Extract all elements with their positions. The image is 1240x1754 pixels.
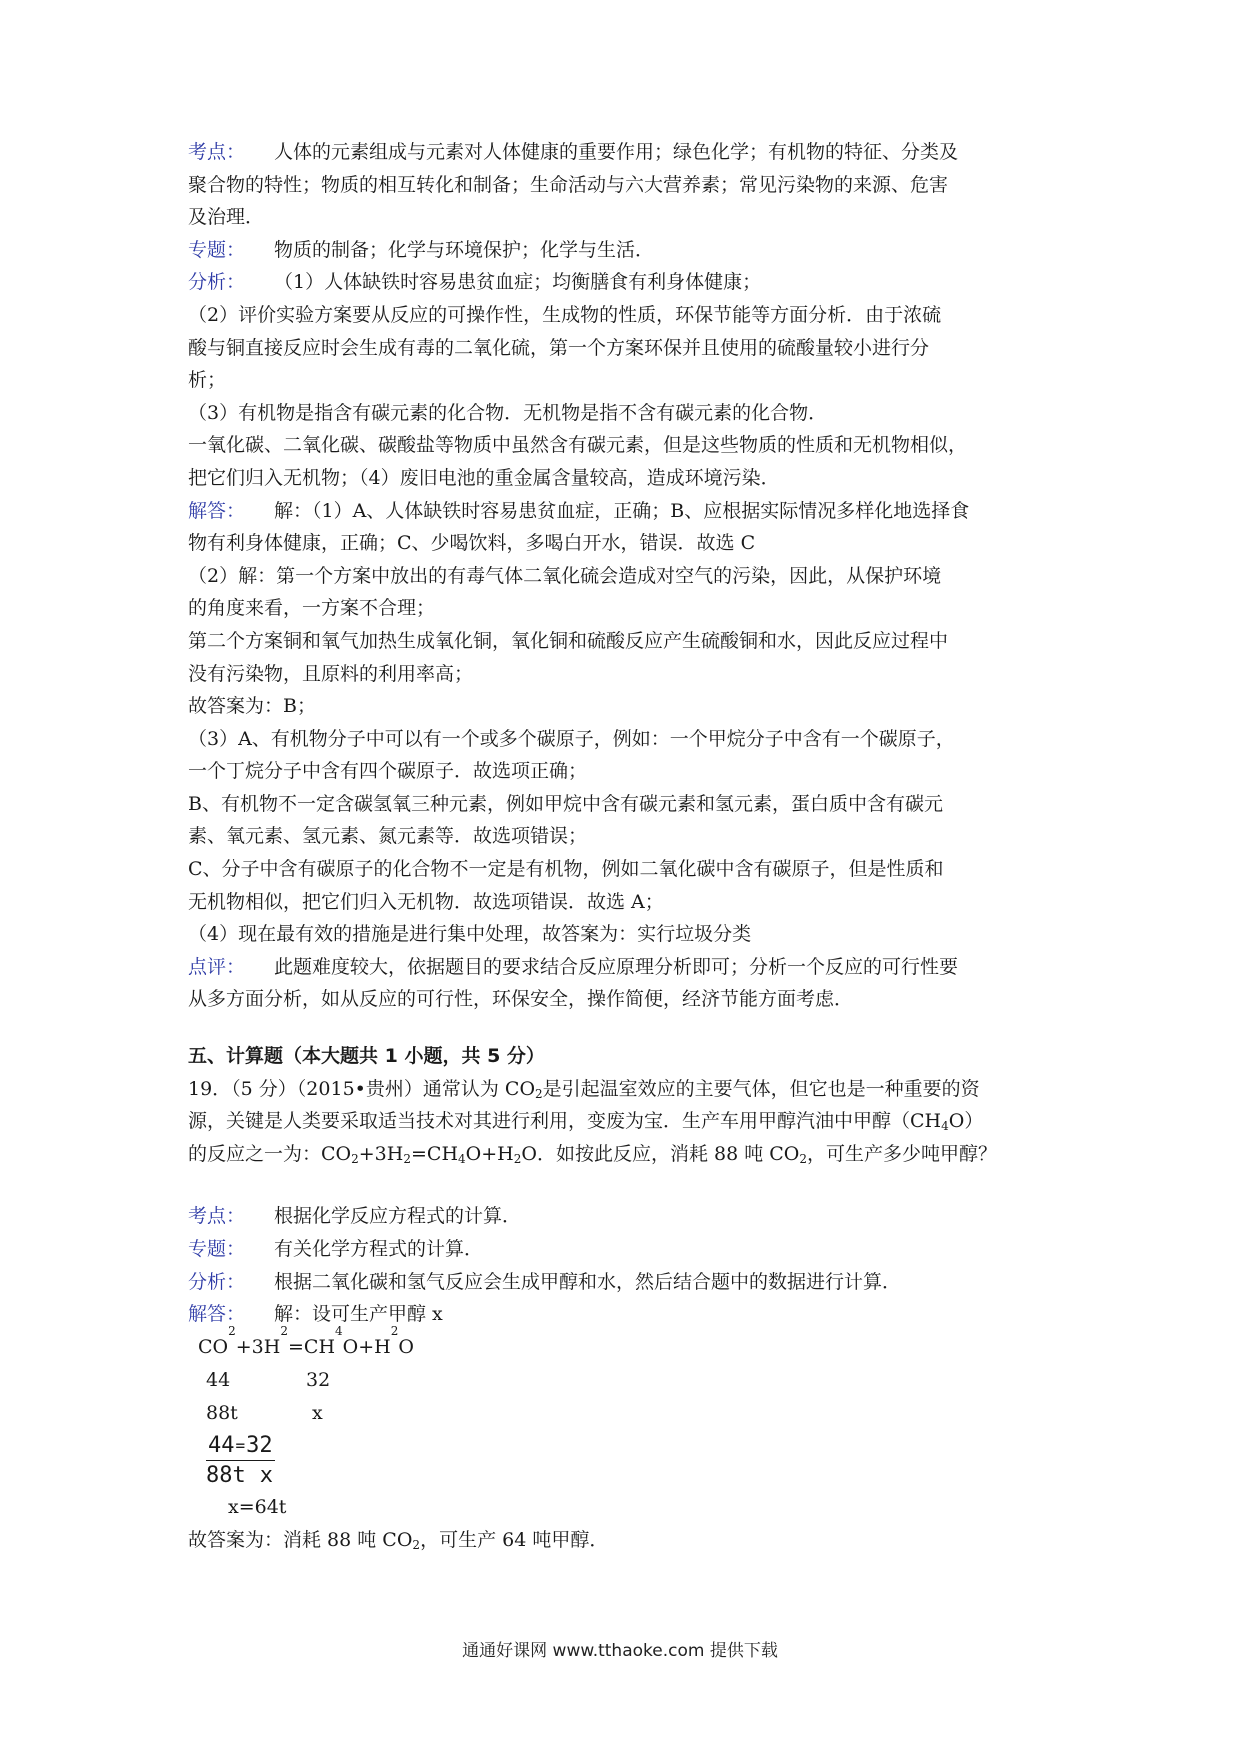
question-text: 源，关键是人类要采取适当技术对其进行利用，变废为宝．生产车用甲醇汽油中甲醇（CH [188, 1110, 942, 1133]
molar-mass-ch4o: 32 [306, 1368, 331, 1391]
dianping-2: 从多方面分析，如从反应的可行性，环保安全，操作简便，经济节能方面考虑． [188, 988, 854, 1011]
subscript: 2 [280, 1323, 288, 1338]
jieda-3d: 素、氧元素、氢元素、氮元素等．故选项错误； [188, 825, 588, 848]
zhuanti2-label: 专题： [188, 1238, 246, 1260]
question-line-3 [188, 1138, 1058, 1171]
kaodian-text-1: 人体的元素组成与元素对人体健康的重要作用；绿色化学；有机物的特征、分类及 [274, 141, 959, 163]
fenxi-3c: 把它们归入无机物；（4）废旧电池的重金属含量较高，造成环境污染． [188, 466, 780, 489]
equation-text: O+H [342, 1335, 391, 1358]
dianping-block [188, 951, 1058, 984]
subscript: 2 [390, 1323, 399, 1338]
denominator-right: x [259, 1462, 273, 1488]
question-text: 的反应之一为：CO [188, 1142, 352, 1165]
fenxi2-text: 根据二氧化碳和氢气反应会生成甲醇和水，然后结合题中的数据进行计算． [274, 1270, 902, 1293]
jieda-2e: 故答案为：B； [188, 695, 316, 718]
numerator-right: 32 [246, 1432, 273, 1458]
jieda-3f: 无机物相似，把它们归入无机物．故选项错误．故选 A； [188, 890, 664, 913]
fenxi-label: 分析： [188, 271, 246, 294]
subscript: 4 [458, 1151, 466, 1166]
fenxi2-label: 分析： [188, 1270, 246, 1293]
jieda2-block [188, 1298, 1058, 1331]
jieda-block [188, 495, 1058, 528]
result-line: x=64t [228, 1495, 287, 1518]
kaodian-line-2: 聚合物的特性；物质的相互转化和制备；生命活动与六大营养素；常见污染物的来源、危害 [188, 173, 949, 196]
fenxi-3a: （3）有机物是指含有碳元素的化合物．无机物是指不含有碳元素的化合物． [188, 401, 828, 424]
equation-text: =CH [287, 1335, 336, 1358]
jieda-1b: 物有利身体健康，正确；C、少喝饮料，多喝白开水，错误．故选 C [188, 532, 756, 555]
kaodian-line-3: 及治理． [188, 206, 265, 229]
question-line-2 [188, 1105, 1058, 1138]
subscript: 4 [941, 1119, 949, 1134]
jieda-3e: C、分子中含有碳原子的化合物不一定是有机物，例如二氧化碳中含有碳原子，但是性质和 [188, 858, 944, 881]
question-line-1 [188, 1073, 1058, 1106]
fraction-numerator [206, 1432, 275, 1461]
section-title: 五、计算题（本大题共 1 小题，共 5 分） [188, 1045, 545, 1068]
zhuanti2-text: 有关化学方程式的计算． [274, 1238, 484, 1260]
molar-mass-co2: 44 [206, 1368, 231, 1391]
jieda2-text: 解：设可生产甲醇 x [274, 1303, 443, 1326]
fenxi-2c: 析； [188, 369, 227, 392]
jieda-4: （4）现在最有效的措施是进行集中处理，故答案为：实行垃圾分类 [188, 923, 752, 946]
subscript: 2 [535, 1086, 543, 1101]
kaodian2-block [188, 1200, 1058, 1233]
question-text: 19．（5 分）（2015•贵州）通常认为 CO [188, 1077, 536, 1100]
subscript: 4 [335, 1323, 343, 1338]
jieda-3c: B、有机物不一定含碳氢氧三种元素，例如甲烷中含有碳元素和氢元素，蛋白质中含有碳元 [188, 792, 943, 815]
question-text: 是引起温室效应的主要气体，但它也是一种重要的资 [542, 1077, 980, 1100]
zhuanti-block [188, 234, 1058, 267]
fenxi-1: （1）人体缺铁时容易患贫血症；均衡膳食有利身体健康； [274, 271, 762, 294]
equals-sign: = [235, 1435, 246, 1455]
equation-text: CO [198, 1335, 229, 1358]
final-answer [188, 1524, 1058, 1557]
equation-text: +3H [235, 1335, 281, 1358]
fraction-stack [206, 1432, 275, 1491]
proportion-fraction [206, 1432, 1058, 1491]
solution-math [188, 1323, 1058, 1524]
spacer [188, 1170, 1058, 1200]
jieda-3a: （3）A、有机物分子中可以有一个或多个碳原子，例如：一个甲烷分子中含有一个碳原子， [188, 727, 955, 750]
kaodian-label: 考点： [188, 141, 246, 163]
denominator-left: 88t [206, 1462, 246, 1488]
document-page [188, 136, 1058, 1556]
subscript: 2 [799, 1151, 808, 1166]
jieda-2d: 没有污染物，且原料的利用率高； [188, 662, 474, 685]
zhuanti-label: 专题： [188, 238, 246, 261]
answer-text: ，可生产 64 吨甲醇． [420, 1528, 609, 1551]
jieda-2b: 的角度来看，一方案不合理； [188, 597, 436, 620]
mass-ratio-row [198, 1364, 1058, 1397]
jieda-2a: （2）解：第一个方案中放出的有毒气体二氧化硫会造成对空气的污染，因此，从保护环境 [188, 564, 942, 587]
jieda2-label: 解答： [188, 1303, 246, 1326]
actual-mass-row [198, 1397, 1058, 1430]
kaodian2-label: 考点： [188, 1205, 246, 1228]
question-text: +3H [358, 1142, 404, 1165]
dianping-label: 点评： [188, 955, 246, 978]
equation-text: O [398, 1335, 414, 1358]
question-text: O+H [465, 1142, 514, 1165]
unknown-x: x [312, 1401, 323, 1424]
fenxi-2a: （2）评价实验方案要从反应的可操作性，生成物的性质，环保节能等方面分析．由于浓硫 [188, 303, 942, 326]
subscript: 2 [412, 1537, 421, 1552]
jieda-label: 解答： [188, 499, 246, 522]
dianping-1: 此题难度较大，依据题目的要求结合反应原理分析即可；分析一个反应的可行性要 [274, 955, 959, 978]
kaodian-block [188, 136, 1058, 169]
zhuanti-text: 物质的制备；化学与环境保护；化学与生活． [274, 238, 655, 261]
jieda-1a: 解：（1）A、人体缺铁时容易患贫血症，正确；B、应根据实际情况多样化地选择食 [274, 499, 970, 522]
jieda-3b: 一个丁烷分子中含有四个碳原子．故选项正确； [188, 760, 588, 783]
subscript: 2 [228, 1323, 236, 1338]
fenxi2-block [188, 1266, 1058, 1299]
question-text: ，可生产多少吨甲醇？ [807, 1142, 998, 1165]
subscript: 2 [403, 1151, 411, 1166]
kaodian2-text: 根据化学反应方程式的计算． [274, 1205, 522, 1228]
fenxi-2b: 酸与铜直接反应时会生成有毒的二氧化硫，第一个方案环保并且使用的硫酸量较小进行分 [188, 336, 930, 359]
actual-mass-co2: 88t [206, 1401, 238, 1424]
fenxi-block [188, 266, 1058, 299]
numerator-left: 44 [208, 1432, 235, 1458]
subscript: 2 [513, 1151, 522, 1166]
footer-watermark: 通通好课网 www.tthaoke.com 提供下载 [462, 1641, 778, 1661]
fenxi-3b: 一氧化碳、二氧化碳、碳酸盐等物质中虽然含有碳元素，但是这些物质的性质和无机物相似， [188, 434, 968, 457]
question-text: O．如按此反应，消耗 88 吨 CO [521, 1142, 800, 1165]
answer-text: 故答案为：消耗 88 吨 CO [188, 1528, 413, 1551]
question-text: O） [948, 1110, 984, 1133]
fraction-denominator [206, 1461, 275, 1491]
equation-line [198, 1323, 1058, 1364]
jieda-2c: 第二个方案铜和氧气加热生成氧化铜，氧化铜和硫酸反应产生硫酸铜和水，因此反应过程中 [188, 629, 949, 652]
zhuanti2-block [188, 1233, 1058, 1266]
subscript: 2 [351, 1151, 359, 1166]
question-text: =CH [410, 1142, 459, 1165]
